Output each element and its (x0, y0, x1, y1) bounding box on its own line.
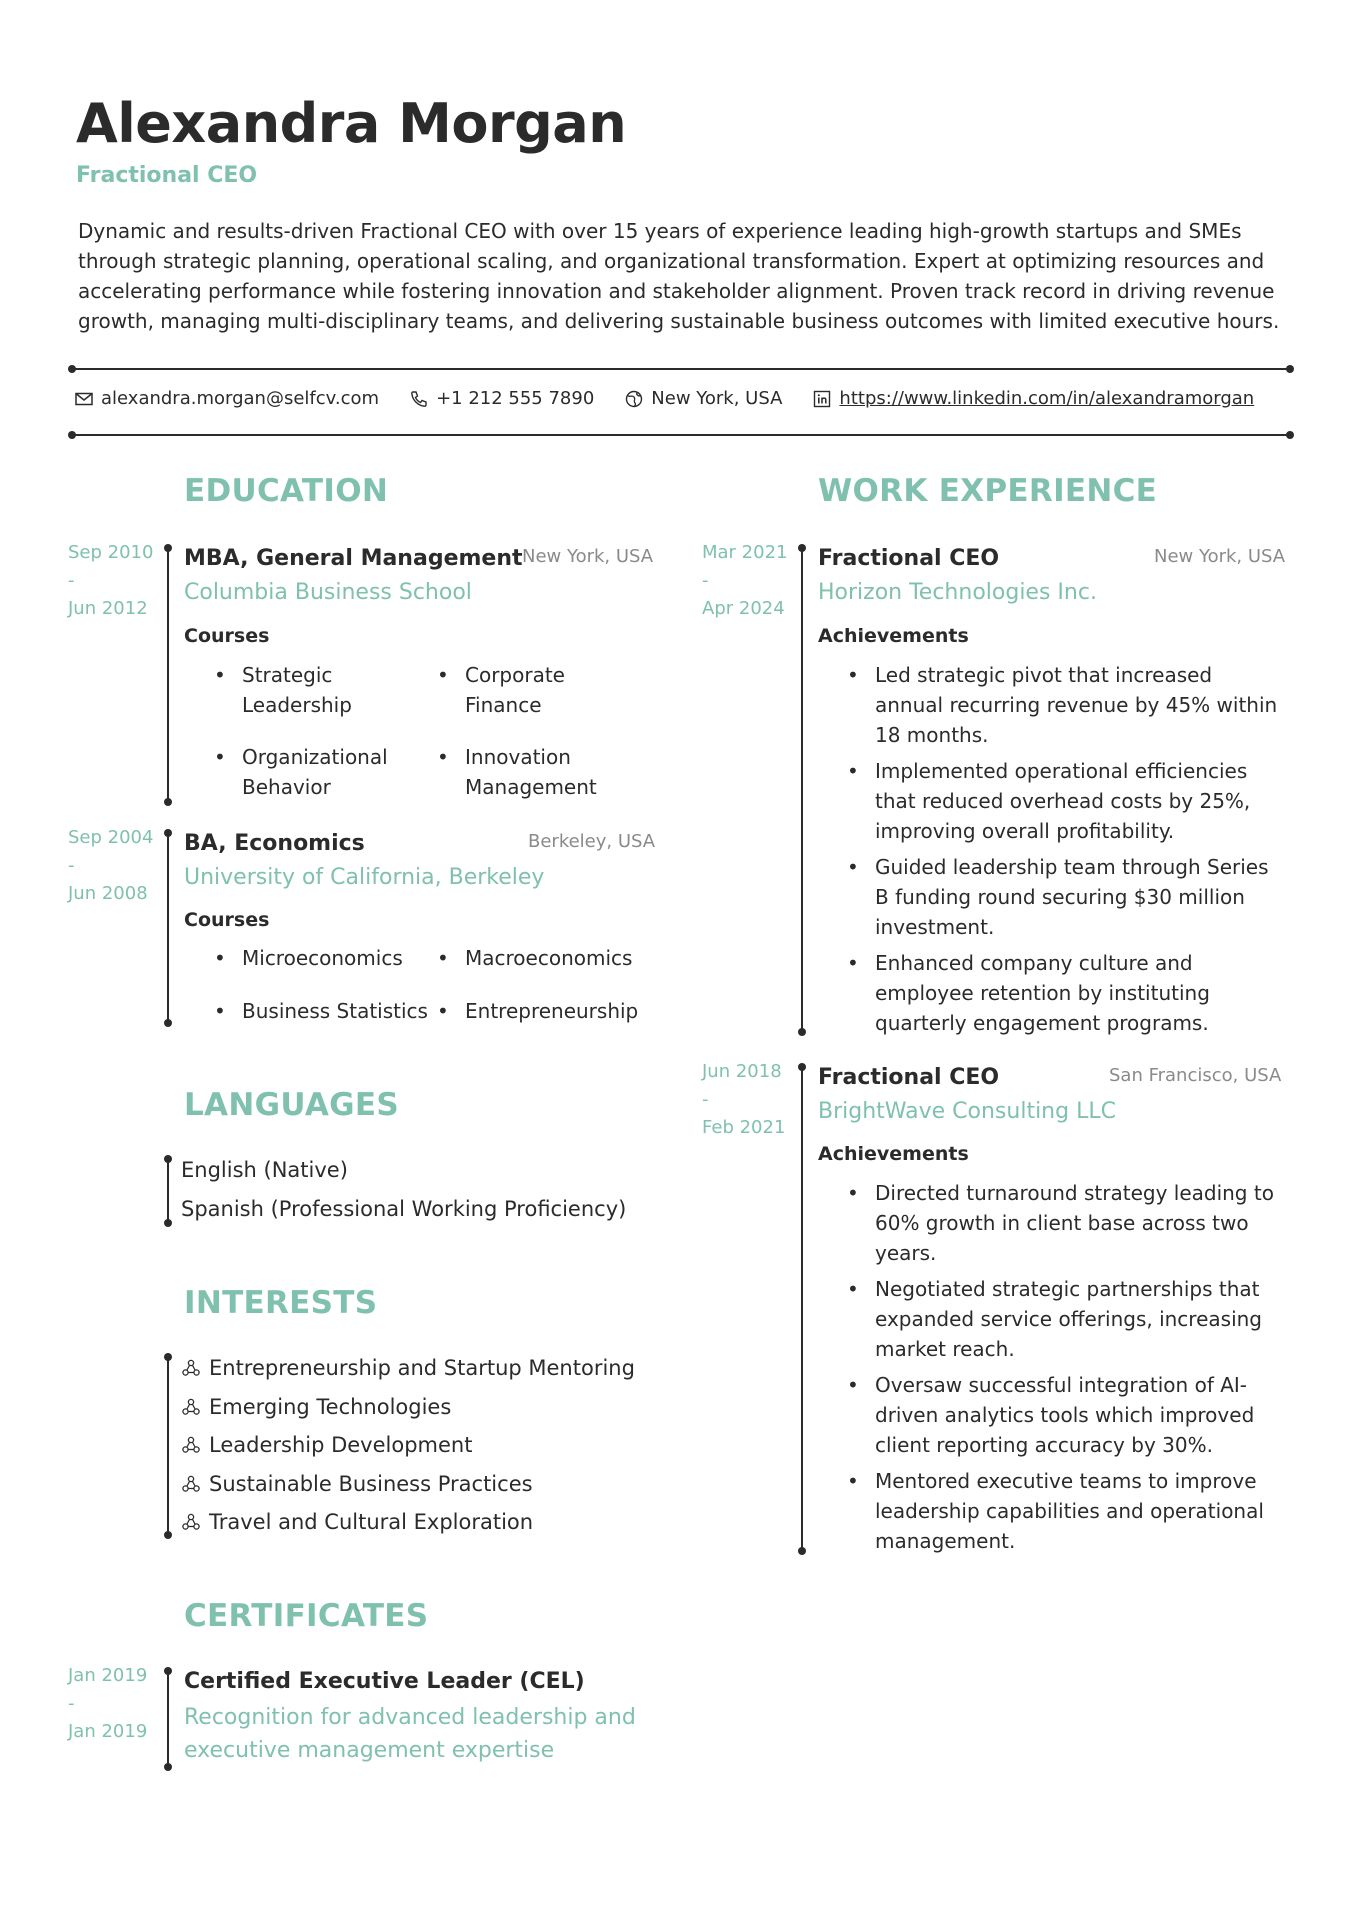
contact-bar (74, 388, 1284, 409)
contact-phone (409, 388, 594, 409)
interest-item (181, 1503, 635, 1542)
date-start: Mar 2021 (702, 542, 788, 563)
date-end: Jan 2019 (68, 1721, 148, 1742)
phone-text: +1 212 555 7890 (436, 388, 595, 409)
candidate-name: Alexandra Morgan (76, 92, 627, 155)
contact-linkedin (812, 388, 1254, 409)
degree-title: MBA, General Management (184, 546, 523, 571)
interest-item (181, 1349, 635, 1388)
date-end: Feb 2021 (702, 1117, 786, 1138)
job-title: Fractional CEO (818, 546, 1000, 571)
phone-icon (409, 389, 429, 409)
date-separator: - (702, 570, 709, 591)
school-name: Columbia Business School (184, 580, 472, 605)
linkedin-link[interactable]: https://www.linkedin.com/in/alexandramorgan (839, 388, 1255, 409)
interest-label: Entrepreneurship and Startup Mentoring (209, 1356, 635, 1380)
achievements-label: Achievements (818, 625, 969, 647)
achievements-list (847, 660, 1282, 1044)
interest-item (181, 1388, 635, 1427)
contact-email (74, 388, 379, 409)
date-start: Jun 2018 (702, 1061, 782, 1082)
course-item: • Business Statistics (214, 996, 429, 1026)
languages-list (181, 1151, 626, 1229)
date-start: Jan 2019 (68, 1665, 148, 1686)
date-end: Apr 2024 (702, 598, 785, 619)
languages-heading: LANGUAGES (184, 1087, 399, 1123)
job-title: Fractional CEO (818, 1065, 1000, 1090)
education-location: New York, USA (522, 546, 654, 567)
email-text: alexandra.morgan@selfcv.com (101, 388, 380, 409)
achievement-item: • Directed turnaround strategy leading to 60% growth in client base across two years. (847, 1178, 1282, 1268)
timeline-line (801, 547, 803, 1033)
date-range (702, 539, 788, 623)
divider-top (70, 368, 1292, 370)
degree-title: BA, Economics (184, 831, 365, 856)
date-end: Jun 2012 (68, 598, 148, 619)
course-item: • Innovation Management (437, 742, 647, 802)
achievements-list (847, 1178, 1282, 1562)
interests-heading: INTERESTS (184, 1285, 378, 1321)
date-separator: - (68, 855, 75, 876)
interest-item (181, 1426, 635, 1465)
date-range (702, 1058, 785, 1142)
summary: Dynamic and results-driven Fractional CEO with over 15 years of experience leading high-growth startups and SMEs through strategic planning, operational scaling, and organizational transformation. Expert at optimizing resources and accelerating performance while fostering innovation and stakeholder alignment. Proven track record in driving revenue growth, managing multi-disciplinary teams, and delivering sustainable business outcomes with limited executive hours. (78, 219, 1280, 333)
course-item: • Macroeconomics (437, 943, 652, 973)
course-item: • Strategic Leadership (214, 660, 424, 720)
interest-icon (181, 1512, 201, 1532)
course-item: • Microeconomics (214, 943, 429, 973)
interest-icon (181, 1397, 201, 1417)
interest-icon (181, 1358, 201, 1378)
company-name: BrightWave Consulting LLC (818, 1099, 1116, 1124)
education-location: Berkeley, USA (528, 831, 656, 852)
language-item: Spanish (Professional Working Proficiency) (181, 1197, 627, 1221)
location-text: New York, USA (651, 388, 783, 409)
timeline-line (167, 832, 169, 1024)
achievement-item: • Implemented operational efficiencies that reduced overhead costs by 25%, improving overall profitability. (847, 756, 1282, 846)
date-end: Jun 2008 (68, 883, 148, 904)
mail-icon (74, 389, 94, 409)
certificates-heading: CERTIFICATES (184, 1598, 429, 1634)
interest-label: Travel and Cultural Exploration (209, 1510, 534, 1534)
course-item: • Corporate Finance (437, 660, 647, 720)
date-range (68, 539, 153, 623)
job-location: New York, USA (1154, 546, 1286, 567)
achievement-item: • Led strategic pivot that increased annual recurring revenue by 45% within 18 months. (847, 660, 1282, 750)
interest-label: Leadership Development (209, 1433, 473, 1457)
achievement-item: • Mentored executive teams to improve leadership capabilities and operational management. (847, 1466, 1282, 1556)
courses-label: Courses (184, 909, 270, 931)
date-separator: - (68, 1693, 75, 1714)
certificate-title: Certified Executive Leader (CEL) (184, 1669, 585, 1694)
linkedin-icon (812, 389, 832, 409)
school-name: University of California, Berkeley (184, 865, 545, 890)
education-heading: EDUCATION (184, 473, 389, 509)
achievements-label: Achievements (818, 1143, 969, 1165)
interest-label: Emerging Technologies (209, 1394, 452, 1419)
date-range (68, 824, 153, 908)
timeline-line (801, 1066, 803, 1552)
course-item: • Entrepreneurship (437, 996, 652, 1026)
company-name: Horizon Technologies Inc. (818, 580, 1097, 605)
achievement-item: • Negotiated strategic partnerships that expanded service offerings, increasing market reach. (847, 1274, 1282, 1364)
achievement-item: • Guided leadership team through Series B funding round securing $30 million investment. (847, 852, 1282, 942)
date-start: Sep 2010 (68, 542, 154, 563)
course-item: • Organizational Behavior (214, 742, 424, 802)
interest-label: Sustainable Business Practices (209, 1471, 533, 1496)
date-start: Sep 2004 (68, 827, 154, 848)
timeline-line (167, 547, 169, 803)
job-location: San Francisco, USA (1109, 1065, 1282, 1086)
interest-icon (181, 1474, 201, 1494)
date-separator: - (68, 570, 75, 591)
timeline-line (167, 1158, 169, 1224)
date-range (68, 1662, 147, 1746)
contact-location (624, 388, 782, 409)
interest-item (181, 1465, 635, 1504)
certificate-description: Recognition for advanced leadership and executive management expertise (184, 1705, 636, 1763)
courses-label: Courses (184, 625, 270, 647)
divider-bottom (70, 434, 1292, 436)
timeline-line (167, 1670, 169, 1768)
work-heading: WORK EXPERIENCE (818, 473, 1158, 509)
date-separator: - (702, 1089, 709, 1110)
timeline-line (167, 1356, 169, 1536)
interests-list (181, 1349, 635, 1542)
candidate-role: Fractional CEO (76, 163, 258, 188)
achievement-item: • Oversaw successful integration of AI-driven analytics tools which improved client reporting accuracy by 30%. (847, 1370, 1282, 1460)
language-item: English (Native) (181, 1158, 348, 1182)
interest-icon (181, 1435, 201, 1455)
achievement-item: • Enhanced company culture and employee retention by instituting quarterly engagement programs. (847, 948, 1282, 1038)
globe-icon (624, 389, 644, 409)
